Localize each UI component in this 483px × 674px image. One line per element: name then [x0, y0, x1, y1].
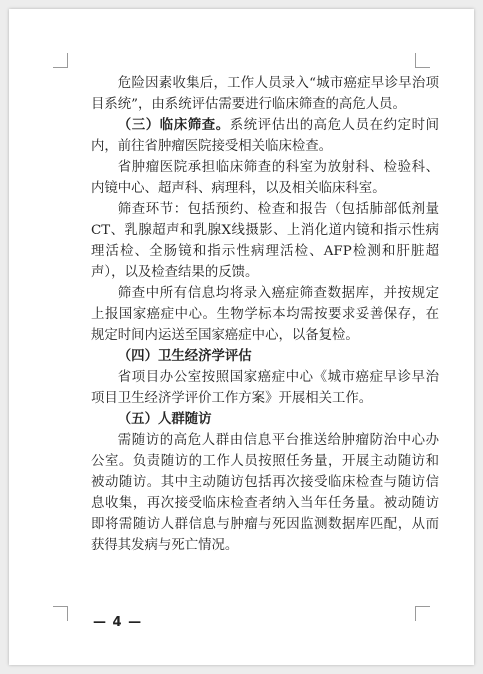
paragraph-follow-up: 需随访的高危人群由信息平台推送给肿瘤防治中心办公室。负责随访的工作人员按照任务量，开展主动随访和被动随访。其中主动随访包括再次接受临床检查与随访信息收集，再次接受临床检查者纳入当年任务量。被动随访即将需随访人群信息与肿瘤与死因监测数据库匹配，从而获得其发病与死亡情况。 [91, 433, 439, 553]
paragraph-screening-steps: 筛查环节：包括预约、检查和报告（包括肺部低剂量CT、乳腺超声和乳腺X线摄影、上消化道内镜和指示性病理活检、全肠镜和指示性病理活检、AFP检测和肝脏超声），以及检查结果的反馈。 [91, 202, 439, 280]
heading-follow-up: （五）人群随访 [117, 412, 212, 427]
crop-mark-bottom-left [53, 606, 68, 621]
heading-clinical-screening: （三）临床筛查。 [117, 118, 230, 133]
page-number: — 4 — [93, 615, 143, 630]
body-text [91, 73, 439, 556]
crop-mark-top-right [415, 53, 430, 68]
paragraph-risk-collection: 危险因素收集后，工作人员录入“城市癌症早诊早治项目系统”，由系统评估需要进行临床筛查的高危人员。 [91, 76, 439, 112]
crop-mark-bottom-right [415, 606, 430, 621]
crop-mark-top-left [53, 53, 68, 68]
paragraph-departments: 省肿瘤医院承担临床筛查的科室为放射科、检验科、内镜中心、超声科、病理科，以及相关临床科室。 [91, 160, 439, 196]
paragraph-data-entry: 筛查中所有信息均将录入癌症筛查数据库，并按规定上报国家癌症中心。生物学标本均需按要求妥善保存，在规定时间内运送至国家癌症中心，以备复检。 [91, 286, 439, 343]
paragraph-clinical-screening-body: 系统评估出的高危人员在约定时间内，前往省肿瘤医院接受相关临床检查。 [91, 118, 440, 154]
document-page [9, 9, 474, 665]
paragraph-health-economics: 省项目办公室按照国家癌症中心《城市癌症早诊早治项目卫生经济学评价工作方案》开展相关工作。 [91, 370, 439, 406]
paragraph-clinical-screening [91, 115, 439, 157]
heading-health-economics: （四）卫生经济学评估 [117, 349, 252, 364]
